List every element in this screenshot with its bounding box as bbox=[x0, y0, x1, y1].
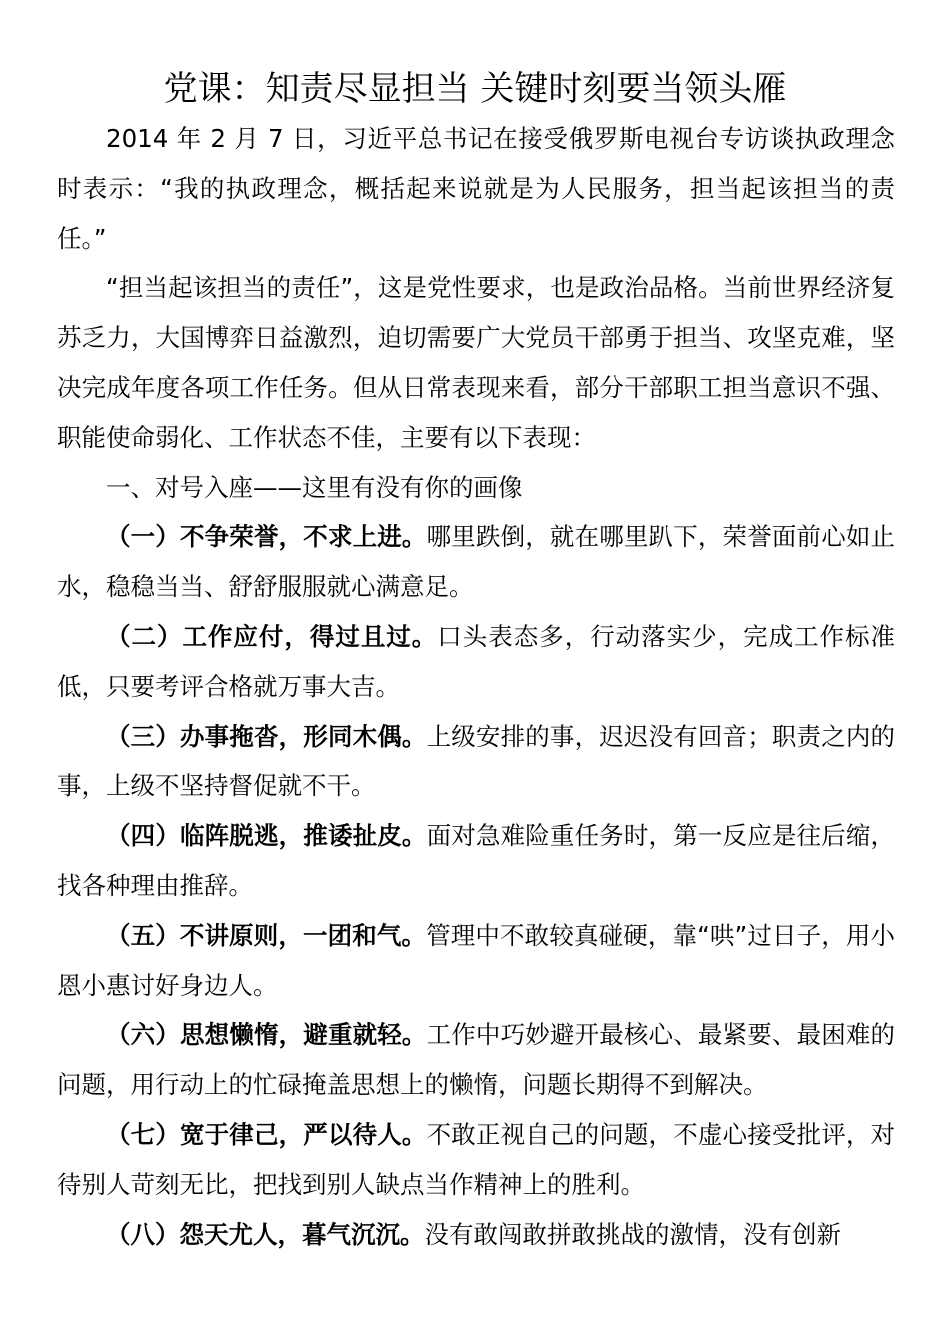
paragraph-context bbox=[57, 263, 895, 462]
list-item-text: 工作中巧妙避开最核心、最紧要、最困难的问题，用行动上的忙碌掩盖思想上的懒惰，问题长期得不到解决。 bbox=[57, 1020, 896, 1100]
list-item-lead: （一）不争荣誉，不求上进。 bbox=[106, 522, 427, 552]
list-item bbox=[57, 512, 895, 612]
list-item-lead: （八）怨天尤人，暮气沉沉。 bbox=[106, 1219, 425, 1249]
paragraph-text: “担当起该担当的责任”，这是党性要求，也是政治品格。当前世界经济复苏乏力，大国博弈日益激烈，迫切需要广大党员干部勇于担当、攻坚克难，坚决完成年度各项工作任务。但从日常表现来看，部分干部职工担当意识不强、职能使命弱化、工作状态不佳，主要有以下表现： bbox=[57, 273, 895, 452]
list-item-text: 不敢正视自己的问题，不虚心接受批评，对待别人苛刻无比，把找到别人缺点当作精神上的胜利。 bbox=[57, 1119, 896, 1199]
list-item bbox=[57, 1010, 895, 1110]
list-item-text: 没有敢闯敢拼敢挑战的激情，没有创新 bbox=[424, 1219, 841, 1249]
list-item bbox=[57, 612, 895, 712]
list-item-lead: （三）办事拖沓，形同木偶。 bbox=[106, 721, 427, 751]
list-item bbox=[57, 911, 895, 1011]
list-item-text: 上级安排的事，迟迟没有回音；职责之内的事，上级不坚持督促就不干。 bbox=[57, 721, 896, 801]
list-item-text: 哪里跌倒，就在哪里趴下，荣誉面前心如止水，稳稳当当、舒舒服服就心满意足。 bbox=[57, 522, 896, 602]
section-heading-text: 一、对号入座——这里有没有你的画像 bbox=[106, 472, 523, 502]
list-item-text: 管理中不敢较真碰硬，靠“哄”过日子，用小恩小惠讨好身边人。 bbox=[57, 920, 895, 1000]
paragraph-text: 2014 年 2 月 7 日，习近平总书记在接受俄罗斯电视台专访谈执政理念时表示：“我的执政理念，概括起来说就是为人民服务，担当起该担当的责任。” bbox=[57, 124, 895, 253]
list-item-lead: （七）宽于律己，严以待人。 bbox=[106, 1119, 427, 1149]
list-item-lead: （五）不讲原则，一团和气。 bbox=[106, 920, 427, 950]
list-item-lead: （六）思想懒惰，避重就轻。 bbox=[106, 1020, 427, 1050]
list-item-lead: （四）临阵脱逃，推诿扯皮。 bbox=[106, 821, 427, 851]
list-item bbox=[57, 811, 895, 911]
list-item-text: 口头表态多，行动落实少，完成工作标准低，只要考评合格就万事大吉。 bbox=[57, 621, 896, 701]
list-item bbox=[57, 712, 895, 812]
list-item-text: 面对急难险重任务时，第一反应是往后缩，找各种理由推辞。 bbox=[57, 821, 896, 900]
list-item bbox=[57, 1210, 895, 1260]
section-heading bbox=[57, 463, 895, 513]
document-body bbox=[57, 114, 895, 1259]
paragraph-intro bbox=[57, 114, 895, 263]
list-item bbox=[57, 1110, 895, 1210]
document-title: 党课：知责尽显担当 关键时刻要当领头雁 bbox=[163, 69, 787, 109]
list-item-lead: （二）工作应付，得过且过。 bbox=[106, 621, 438, 651]
